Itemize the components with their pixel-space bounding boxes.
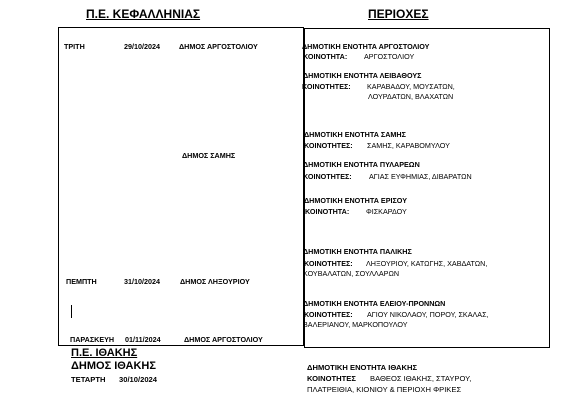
community-list: ΑΓΙΑΣ ΕΥΦΗΜΙΑΣ, ΔΙΒΑΡΑΤΩΝ [369, 172, 472, 181]
community-label: ΚΟΙΝΟΤΗΤΕΣ: [302, 82, 351, 91]
community-label: ΚΟΙΝΟΤΗΤΑ: [305, 207, 350, 216]
entry-municipality: ΔΗΜΟΣ ΣΑΜΗΣ [182, 151, 236, 160]
community-list: ΚΑΡΑΒΑΔΟΥ, ΜΟΥΣΑΤΩΝ, [367, 82, 455, 91]
entry-municipality: ΔΗΜΟΣ ΛΗΞΟΥΡΙΟΥ [180, 277, 250, 286]
unit-name: ΔΗΜΟΤΙΚΗ ΕΝΟΤΗΤΑ ΕΛΕΙΟΥ-ΠΡΟΝΝΩΝ [303, 299, 446, 308]
ithaki-community-list: ΒΑΘΕΟΣ ΙΘΑΚΗΣ, ΣΤΑΥΡΟΥ, [370, 374, 472, 383]
community-list: ΑΡΓΟΣΤΟΛΙΟΥ [364, 52, 415, 61]
entry-municipality: ΔΗΜΟΣ ΑΡΓΟΣΤΟΛΙΟΥ [179, 42, 258, 51]
ithaki-day: ΤΕΤΑΡΤΗ [71, 375, 106, 384]
entry-date: 01/11/2024 [125, 335, 161, 344]
community-label: ΚΟΙΝΟΤΗΤΕΣ: [304, 259, 353, 268]
community-list: ΣΑΜΗΣ, ΚΑΡΑΒΟΜΥΛΟΥ [367, 141, 450, 150]
ithaki-title: Π.Ε. ΙΘΑΚΗΣ [71, 347, 138, 359]
ithaki-community-label: ΚΟΙΝΟΤΗΤΕΣ [307, 374, 356, 383]
text-cursor [71, 305, 72, 318]
ithaki-unit: ΔΗΜΟΤΙΚΗ ΕΝΟΤΗΤΑ ΙΘΑΚΗΣ [307, 363, 418, 372]
community-label: ΚΟΙΝΟΤΗΤΕΣ: [304, 310, 353, 319]
unit-name: ΔΗΜΟΤΙΚΗ ΕΝΟΤΗΤΑ ΣΑΜΗΣ [304, 130, 406, 139]
community-list: ΒΑΛΕΡΙΑΝΟΥ, ΜΑΡΚΟΠΟΥΛΟΥ [303, 320, 408, 329]
community-label: ΚΟΙΝΟΤΗΤΕΣ: [303, 172, 352, 181]
entry-day: ΠΑΡΑΣΚΕΥΗ [70, 335, 115, 344]
entry-day: ΤΡΙΤΗ [64, 42, 85, 51]
regions-title: ΠΕΡΙΟΧΕΣ [368, 7, 429, 21]
unit-name: ΔΗΜΟΤΙΚΗ ΕΝΟΤΗΤΑ ΛΕΙΒΑΘΟΥΣ [303, 71, 422, 80]
entry-day: ΠΕΜΠΤΗ [66, 277, 97, 286]
unit-name: ΔΗΜΟΤΙΚΗ ΕΝΟΤΗΤΑ ΠΥΛΑΡΕΩΝ [303, 160, 420, 169]
community-list: ΛΟΥΡΔΑΤΩΝ, ΒΛΑΧΑΤΩΝ [368, 92, 454, 101]
schedule-box [58, 28, 304, 346]
unit-name: ΔΗΜΟΤΙΚΗ ΕΝΟΤΗΤΑ ΕΡΙΣΟΥ [304, 196, 407, 205]
community-label: ΚΟΙΝΟΤΗΤΕΣ: [304, 141, 353, 150]
unit-name: ΔΗΜΟΤΙΚΗ ΕΝΟΤΗΤΑ ΑΡΓΟΣΤΟΛΙΟΥ [302, 42, 430, 51]
community-list: ΑΓΙΟΥ ΝΙΚΟΛΑΟΥ, ΠΟΡΟΥ, ΣΚΑΛΑΣ, [367, 310, 489, 319]
entry-date: 29/10/2024 [124, 42, 160, 51]
entry-date: 31/10/2024 [124, 277, 160, 286]
community-list: ΚΟΥΒΑΛΑΤΩΝ, ΣΟΥΛΛΑΡΩΝ [303, 269, 400, 278]
ithaki-municipality: ΔΗΜΟΣ ΙΘΑΚΗΣ [71, 360, 156, 372]
ithaki-date: 30/10/2024 [119, 375, 158, 384]
community-list: ΛΗΞΟΥΡΙΟΥ, ΚΑΤΩΓΗΣ, ΧΑΒΔΑΤΩΝ, [366, 259, 488, 268]
community-label: ΚΟΙΝΟΤΗΤΑ: [303, 52, 348, 61]
entry-municipality: ΔΗΜΟΣ ΑΡΓΟΣΤΟΛΙΟΥ [184, 335, 263, 344]
unit-name: ΔΗΜΟΤΙΚΗ ΕΝΟΤΗΤΑ ΠΑΛΙΚΗΣ [303, 247, 412, 256]
kefallinia-title: Π.Ε. ΚΕΦΑΛΛΗΝΙΑΣ [86, 7, 201, 21]
ithaki-community-list: ΠΛΑΤΡΕΙΘΙΑ, ΚΙΟΝΙΟΥ & ΠΕΡΙΟΧΗ ΦΡΙΚΕΣ [307, 385, 462, 394]
community-list: ΦΙΣΚΑΡΔΟΥ [366, 207, 407, 216]
